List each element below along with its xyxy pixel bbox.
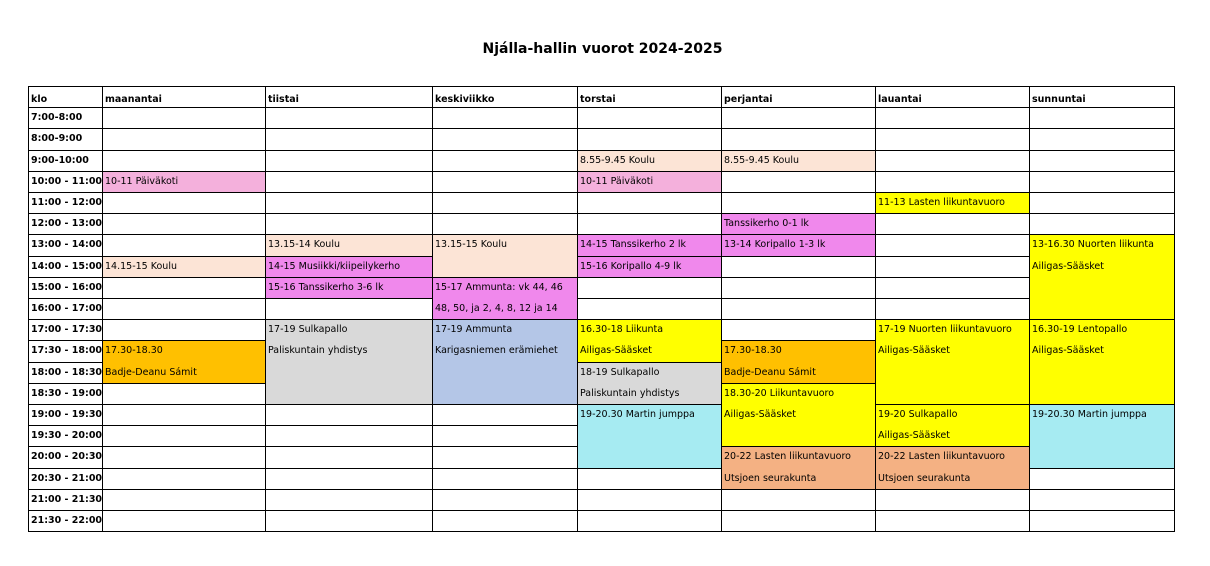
grid-line: [721, 510, 876, 511]
grid-line: [875, 277, 1030, 278]
grid-line: [721, 150, 876, 151]
block-text: Badje-Deanu Sámit: [724, 366, 816, 378]
grid-line: [102, 256, 266, 257]
schedule-block: [265, 256, 432, 277]
grid-line: [265, 446, 433, 447]
grid-line: [102, 86, 266, 87]
block-text: 17-19 Sulkapallo: [268, 324, 348, 336]
grid-line: [721, 171, 876, 172]
grid-line: [721, 128, 876, 129]
grid-line: [875, 531, 1030, 532]
grid-line: [577, 86, 578, 532]
grid-line: [28, 171, 103, 172]
time-label: 20:00 - 20:30: [31, 451, 102, 463]
grid-line: [265, 86, 266, 532]
block-text: 14.15-15 Koulu: [105, 260, 177, 272]
grid-line: [721, 277, 876, 278]
column-header: sunnuntai: [1032, 94, 1086, 105]
grid-line: [102, 404, 266, 405]
grid-line: [432, 277, 578, 278]
column-header: tiistai: [268, 94, 299, 105]
grid-line: [577, 213, 722, 214]
grid-line: [28, 319, 103, 320]
block-text: Ailigas-Sääsket: [878, 430, 951, 442]
grid-line: [102, 192, 266, 193]
grid-line: [577, 510, 722, 511]
block-text: 16.30-18 Liikunta: [580, 324, 664, 336]
grid-line: [721, 383, 876, 384]
grid-line: [721, 489, 876, 490]
time-label: 13:00 - 14:00: [31, 239, 102, 251]
grid-line: [432, 107, 578, 108]
grid-line: [432, 404, 578, 405]
grid-line: [432, 425, 578, 426]
grid-line: [28, 510, 103, 511]
block-text: 13.15-14 Koulu: [268, 239, 340, 251]
grid-line: [1029, 404, 1175, 405]
schedule-block: [102, 256, 265, 277]
grid-line: [577, 107, 722, 108]
grid-line: [875, 256, 1030, 257]
block-text: 10-11 Päiväkoti: [580, 175, 654, 187]
grid-line: [1029, 468, 1175, 469]
schedule-block: [721, 383, 875, 447]
grid-line: [102, 150, 266, 151]
block-text: Karigasniemen erämiehet: [435, 345, 558, 357]
grid-line: [28, 362, 103, 363]
grid-line: [577, 234, 722, 235]
schedule-block: [577, 234, 721, 255]
time-label: 7:00-8:00: [31, 112, 83, 124]
grid-line: [577, 86, 722, 87]
grid-line: [28, 277, 103, 278]
grid-line: [875, 489, 1030, 490]
block-text: 10-11 Päiväkoti: [105, 175, 179, 187]
grid-line: [721, 213, 876, 214]
column-header: keskiviikko: [435, 94, 495, 105]
time-label: 17:30 - 18:00: [31, 345, 102, 357]
grid-line: [265, 468, 433, 469]
block-text: 48, 50, ja 2, 4, 8, 12 ja 14: [435, 302, 558, 314]
block-text: 16.30-19 Lentopallo: [1032, 324, 1128, 336]
time-label: 9:00-10:00: [31, 154, 89, 166]
time-label: 16:00 - 17:00: [31, 303, 102, 314]
grid-line: [1029, 150, 1175, 151]
grid-line: [875, 319, 1030, 320]
time-label: 20:30 - 21:00: [31, 472, 102, 484]
grid-line: [28, 150, 103, 151]
grid-line: [577, 468, 722, 469]
grid-line: [265, 107, 433, 108]
block-text: Paliskuntain yhdistys: [580, 387, 680, 399]
block-text: 18.30-20 Liikuntavuoro: [724, 387, 835, 399]
block-text: Ailigas-Sääsket: [1032, 260, 1105, 272]
grid-line: [1029, 107, 1175, 108]
grid-line: [265, 277, 433, 278]
grid-line: [1029, 192, 1175, 193]
grid-line: [875, 128, 1030, 129]
column-header: lauantai: [878, 94, 922, 105]
block-text: 20-22 Lasten liikuntavuoro: [878, 451, 1005, 463]
column-header: torstai: [580, 94, 616, 105]
schedule-block: [721, 234, 875, 255]
grid-line: [265, 171, 433, 172]
grid-line: [265, 128, 433, 129]
schedule-block: [875, 319, 1029, 404]
schedule-block: [577, 256, 721, 277]
schedule-block: [432, 277, 577, 319]
grid-line: [875, 171, 1030, 172]
grid-line: [28, 531, 103, 532]
time-label: 10:00 - 11:00: [31, 175, 102, 187]
schedule-block: [721, 213, 875, 234]
time-label: 19:00 - 19:30: [31, 409, 102, 420]
grid-line: [875, 107, 1030, 108]
grid-line: [875, 192, 1030, 193]
grid-line: [721, 319, 876, 320]
block-text: 19-20.30 Martin jumppa: [580, 409, 695, 420]
time-label: 11:00 - 12:00: [31, 197, 102, 208]
block-text: 8.55-9.45 Koulu: [724, 154, 800, 166]
grid-line: [1029, 510, 1175, 511]
schedule-block: [432, 319, 577, 404]
block-text: 19-20.30 Martin jumppa: [1032, 409, 1147, 420]
grid-line: [1029, 234, 1175, 235]
grid-line: [102, 171, 266, 172]
grid-line: [102, 531, 266, 532]
grid-line: [28, 86, 29, 532]
grid-line: [102, 468, 266, 469]
grid-line: [265, 213, 433, 214]
grid-line: [721, 531, 876, 532]
grid-line: [102, 277, 266, 278]
schedule-block: [102, 340, 265, 382]
grid-line: [1029, 128, 1175, 129]
grid-line: [432, 489, 578, 490]
grid-line: [1029, 86, 1030, 532]
schedule-block: [577, 171, 721, 192]
grid-line: [265, 510, 433, 511]
grid-line: [28, 446, 103, 447]
time-label: 15:00 - 16:00: [31, 281, 102, 293]
grid-line: [28, 234, 103, 235]
grid-line: [28, 383, 103, 384]
time-label: 21:30 - 22:00: [31, 515, 102, 526]
grid-line: [28, 213, 103, 214]
schedule-block: [577, 150, 721, 171]
column-header: klo: [31, 94, 48, 105]
block-text: 14-15 Tanssikerho 2 lk: [580, 239, 687, 251]
grid-line: [577, 319, 722, 320]
grid-line: [875, 510, 1030, 511]
block-text: 13.15-15 Koulu: [435, 239, 507, 251]
grid-line: [102, 213, 266, 214]
block-text: 13-16.30 Nuorten liikunta: [1032, 239, 1154, 251]
grid-line: [102, 383, 266, 384]
schedule-block: [577, 404, 721, 468]
grid-line: [875, 298, 1030, 299]
block-text: Ailigas-Sääsket: [878, 345, 951, 357]
column-header: perjantai: [724, 94, 773, 105]
grid-line: [577, 128, 722, 129]
schedule-block: [875, 404, 1029, 446]
grid-line: [265, 234, 433, 235]
block-text: Ailigas-Sääsket: [1032, 345, 1105, 357]
grid-line: [102, 510, 266, 511]
grid-line: [432, 171, 578, 172]
grid-line: [28, 425, 103, 426]
grid-line: [721, 107, 876, 108]
grid-line: [577, 404, 722, 405]
grid-line: [102, 319, 266, 320]
grid-line: [875, 234, 1030, 235]
grid-line: [102, 489, 266, 490]
time-label: 19:30 - 20:00: [31, 430, 102, 442]
grid-line: [28, 86, 103, 87]
grid-line: [28, 128, 103, 129]
grid-line: [265, 192, 433, 193]
grid-line: [432, 213, 578, 214]
block-text: 15-16 Koripallo 4-9 lk: [580, 260, 682, 272]
block-text: 8.55-9.45 Koulu: [580, 154, 656, 166]
grid-line: [721, 86, 876, 87]
grid-line: [1029, 171, 1175, 172]
time-label: 12:00 - 13:00: [31, 218, 102, 230]
block-text: 15-17 Ammunta: vk 44, 46: [435, 281, 563, 293]
time-label: 14:00 - 15:00: [31, 260, 102, 272]
grid-line: [721, 86, 722, 532]
grid-line: [28, 256, 103, 257]
grid-line: [1174, 86, 1175, 532]
grid-line: [265, 86, 433, 87]
grid-line: [1029, 531, 1175, 532]
grid-line: [28, 340, 103, 341]
block-text: 13-14 Koripallo 1-3 lk: [724, 239, 826, 251]
grid-line: [721, 446, 876, 447]
block-text: 19-20 Sulkapallo: [878, 409, 958, 420]
grid-line: [432, 234, 578, 235]
block-text: Badje-Deanu Sámit: [105, 366, 197, 378]
schedule-block: [265, 234, 432, 255]
grid-line: [1029, 86, 1175, 87]
grid-line: [875, 86, 1030, 87]
time-label: 17:00 - 17:30: [31, 324, 102, 336]
grid-line: [432, 150, 578, 151]
grid-line: [102, 298, 266, 299]
grid-line: [721, 192, 876, 193]
grid-line: [28, 489, 103, 490]
grid-line: [102, 86, 103, 532]
block-text: 17-19 Ammunta: [435, 324, 513, 336]
grid-line: [577, 150, 722, 151]
grid-line: [721, 340, 876, 341]
grid-line: [28, 298, 103, 299]
grid-line: [432, 192, 578, 193]
grid-line: [577, 489, 722, 490]
grid-line: [432, 446, 578, 447]
grid-line: [875, 86, 876, 532]
schedule-block: [1029, 234, 1174, 319]
grid-line: [577, 277, 722, 278]
grid-line: [432, 319, 578, 320]
schedule-block: [721, 150, 875, 171]
block-text: 17.30-18.30: [724, 345, 782, 357]
schedule-block: [1029, 319, 1174, 404]
schedule-block: [265, 319, 432, 404]
time-label: 8:00-9:00: [31, 133, 83, 145]
grid-line: [102, 446, 266, 447]
grid-line: [721, 298, 876, 299]
schedule-block: [721, 340, 875, 382]
grid-line: [102, 107, 266, 108]
block-text: 17-19 Nuorten liikuntavuoro: [878, 324, 1012, 336]
grid-line: [577, 362, 722, 363]
grid-line: [577, 531, 722, 532]
grid-line: [875, 150, 1030, 151]
grid-line: [265, 256, 433, 257]
time-label: 18:00 - 18:30: [31, 366, 102, 378]
grid-line: [721, 234, 876, 235]
schedule-block: [1029, 404, 1174, 468]
block-text: Utsjoen seurakunta: [878, 472, 971, 484]
grid-line: [265, 298, 433, 299]
grid-line: [28, 404, 103, 405]
grid-line: [875, 404, 1030, 405]
grid-line: [102, 128, 266, 129]
grid-line: [265, 425, 433, 426]
schedule-block: [721, 446, 875, 488]
grid-line: [432, 86, 433, 532]
block-text: Paliskuntain yhdistys: [268, 345, 368, 357]
grid-line: [432, 128, 578, 129]
grid-line: [102, 234, 266, 235]
schedule-block: [432, 234, 577, 276]
grid-line: [577, 192, 722, 193]
block-text: 15-16 Tanssikerho 3-6 lk: [268, 281, 384, 293]
grid-line: [432, 510, 578, 511]
page-title: Njálla-hallin vuorot 2024-2025: [482, 41, 723, 57]
block-text: 20-22 Lasten liikuntavuoro: [724, 451, 851, 463]
time-label: 21:00 - 21:30: [31, 493, 102, 505]
grid-line: [432, 468, 578, 469]
block-text: Tanssikerho 0-1 lk: [724, 218, 809, 230]
grid-line: [102, 425, 266, 426]
grid-line: [265, 489, 433, 490]
grid-line: [875, 446, 1030, 447]
schedule-block: [265, 277, 432, 298]
block-text: 17.30-18.30: [105, 345, 163, 357]
grid-line: [577, 171, 722, 172]
grid-line: [265, 150, 433, 151]
grid-line: [28, 192, 103, 193]
grid-line: [28, 107, 103, 108]
schedule-block: [577, 362, 721, 404]
grid-line: [875, 213, 1030, 214]
grid-line: [265, 404, 433, 405]
time-label: 18:30 - 19:00: [31, 387, 102, 399]
grid-line: [28, 468, 103, 469]
grid-line: [721, 256, 876, 257]
block-text: Ailigas-Sääsket: [580, 345, 653, 357]
grid-line: [432, 531, 578, 532]
block-text: 11-13 Lasten liikuntavuoro: [878, 197, 1005, 208]
grid-line: [1029, 489, 1175, 490]
block-text: 14-15 Musiikki/kiipeilykerho: [268, 260, 401, 272]
block-text: Ailigas-Sääsket: [724, 408, 797, 420]
schedule-block: [577, 319, 721, 361]
grid-line: [1029, 213, 1175, 214]
grid-line: [432, 86, 578, 87]
grid-line: [577, 256, 722, 257]
schedule-block: [875, 192, 1029, 213]
schedule-block: [875, 446, 1029, 488]
grid-line: [1029, 319, 1175, 320]
grid-line: [265, 319, 433, 320]
block-text: Utsjoen seurakunta: [724, 472, 817, 484]
grid-line: [102, 340, 266, 341]
schedule-block: [102, 171, 265, 192]
block-text: 18-19 Sulkapallo: [580, 366, 660, 378]
grid-line: [577, 298, 722, 299]
column-header: maanantai: [105, 94, 162, 105]
grid-line: [265, 531, 433, 532]
